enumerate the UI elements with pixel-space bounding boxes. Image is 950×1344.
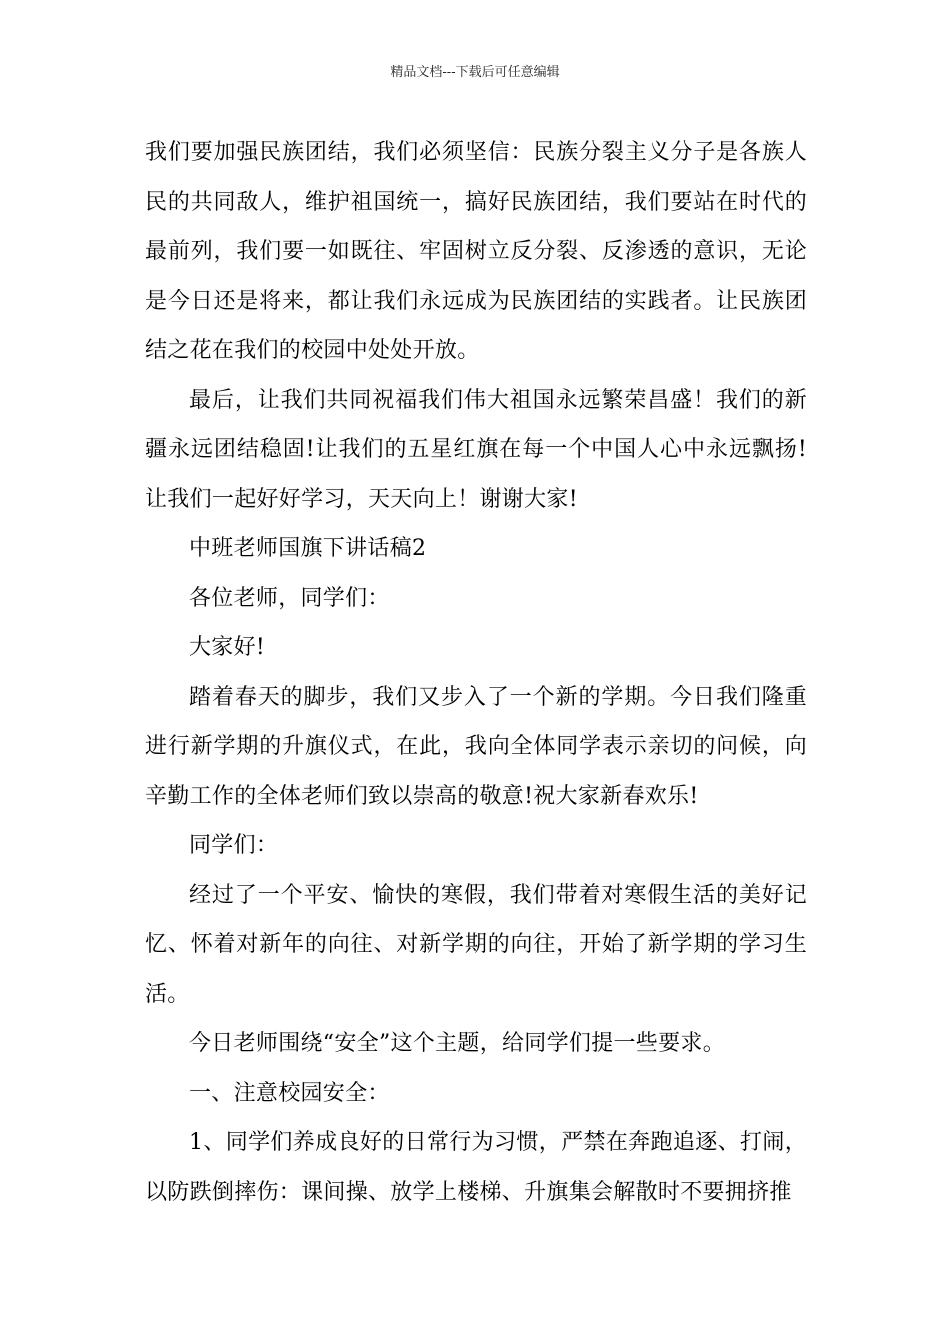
paragraph-8: 经过了一个平安、愉快的寒假，我们带着对寒假生活的美好记忆、怀着对新年的向往、对新学期的向往，开始了新学期的学习生活。 bbox=[145, 882, 807, 1007]
list-heading: 一、注意校园安全： bbox=[189, 1080, 390, 1106]
salutation: 各位老师，同学们： bbox=[189, 585, 390, 611]
address-students: 同学们： bbox=[189, 833, 279, 858]
paragraph-9: 今日老师围绕“安全”这个主题，给同学们提一些要求。 bbox=[189, 1031, 725, 1056]
section-title: 中班老师国旗下讲话稿2 bbox=[189, 536, 427, 561]
paragraph-1: 我们要加强民族团结，我们必须坚信：民族分裂主义分子是各族人民的共同敌人，维护祖国统一，搞好民族团结，我们要站在时代的最前列，我们要一如既往、牢固树立反分裂、反渗透的意识，无论是今日还是将来，都让我们永远成为民族团结的实践者。让民族团结之花在我们的校园中处处开放。 bbox=[145, 140, 807, 363]
paragraph-2: 最后，让我们共同祝福我们伟大祖国永远繁荣昌盛！我们的新疆永远团结稳固!让我们的五星红旗在每一个中国人心中永远飘扬!让我们一起好好学习，天天向上！谢谢大家! bbox=[145, 387, 807, 512]
list-item-1: 1、同学们养成良好的日常行为习惯，严禁在奔跑追逐、打闹，以防跌倒摔伤：课间操、放学上楼梯、升旗集会解散时不要拥挤推 bbox=[145, 1130, 807, 1205]
paragraph-6: 踏着春天的脚步，我们又步入了一个新的学期。今日我们隆重进行新学期的升旗仪式，在此，我向全体同学表示亲切的问候，向辛勤工作的全体老师们致以崇高的敬意!祝大家新春欢乐! bbox=[145, 684, 807, 809]
page-header: 精品文档---下载后可任意编辑 bbox=[390, 65, 560, 80]
greeting: 大家好! bbox=[189, 635, 266, 660]
document-body bbox=[145, 128, 807, 1217]
